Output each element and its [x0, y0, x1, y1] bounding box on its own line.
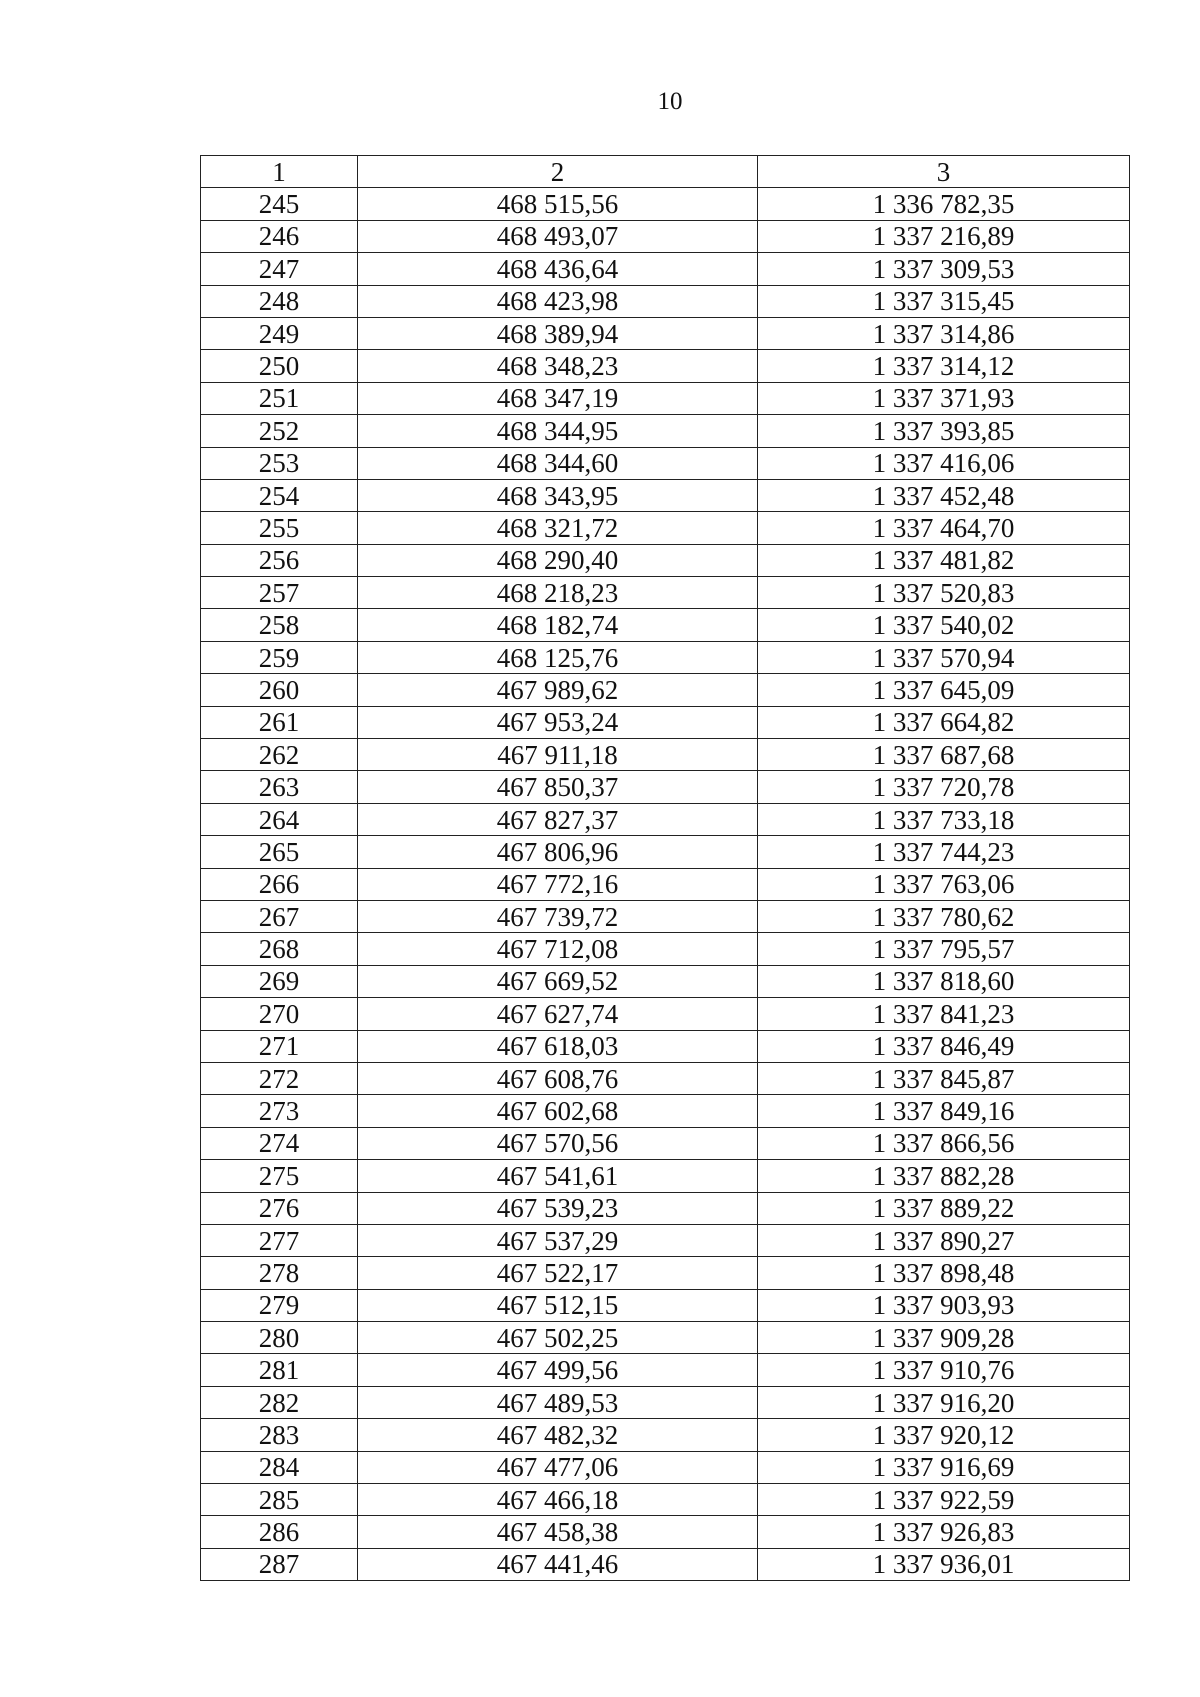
coordinate-x-cell: 468 515,56 [358, 188, 758, 220]
coordinate-x-cell: 468 218,23 [358, 577, 758, 609]
table-header-row [201, 156, 1130, 188]
coordinate-x-cell: 467 827,37 [358, 803, 758, 835]
table-row [201, 1419, 1130, 1451]
table-row [201, 1095, 1130, 1127]
table-row [201, 1224, 1130, 1256]
coordinate-x-cell: 468 348,23 [358, 350, 758, 382]
point-number-cell: 266 [201, 868, 358, 900]
coordinate-y-cell: 1 337 314,86 [758, 317, 1130, 349]
table-row [201, 1484, 1130, 1516]
table-row [201, 998, 1130, 1030]
coordinate-y-cell: 1 337 687,68 [758, 739, 1130, 771]
table-row [201, 350, 1130, 382]
coordinate-y-cell: 1 337 866,56 [758, 1127, 1130, 1159]
table-row [201, 739, 1130, 771]
coordinate-y-cell: 1 337 416,06 [758, 447, 1130, 479]
point-number-cell: 252 [201, 415, 358, 447]
coordinate-x-cell: 467 739,72 [358, 900, 758, 932]
table-row [201, 512, 1130, 544]
table-row [201, 965, 1130, 997]
coordinate-y-cell: 1 337 910,76 [758, 1354, 1130, 1386]
point-number-cell: 253 [201, 447, 358, 479]
coordinate-x-cell: 468 347,19 [358, 382, 758, 414]
point-number-cell: 283 [201, 1419, 358, 1451]
table-row [201, 1548, 1130, 1580]
coordinate-y-cell: 1 337 889,22 [758, 1192, 1130, 1224]
table-row [201, 609, 1130, 641]
point-number-cell: 272 [201, 1062, 358, 1094]
table-row [201, 253, 1130, 285]
coordinate-y-cell: 1 337 882,28 [758, 1160, 1130, 1192]
point-number-cell: 262 [201, 739, 358, 771]
coordinate-x-cell: 467 539,23 [358, 1192, 758, 1224]
point-number-cell: 287 [201, 1548, 358, 1580]
coordinate-x-cell: 468 389,94 [358, 317, 758, 349]
table-row [201, 900, 1130, 932]
coordinate-x-cell: 468 182,74 [358, 609, 758, 641]
coordinate-y-cell: 1 337 645,09 [758, 674, 1130, 706]
table-row [201, 479, 1130, 511]
coordinate-y-cell: 1 337 936,01 [758, 1548, 1130, 1580]
coordinate-x-cell: 467 911,18 [358, 739, 758, 771]
coordinate-x-cell: 467 602,68 [358, 1095, 758, 1127]
point-number-cell: 247 [201, 253, 358, 285]
coordinate-x-cell: 467 712,08 [358, 933, 758, 965]
point-number-cell: 246 [201, 220, 358, 252]
coordinate-x-cell: 467 850,37 [358, 771, 758, 803]
table-row [201, 933, 1130, 965]
coordinate-x-cell: 468 493,07 [358, 220, 758, 252]
table-row [201, 771, 1130, 803]
point-number-cell: 249 [201, 317, 358, 349]
point-number-cell: 269 [201, 965, 358, 997]
coordinate-x-cell: 467 522,17 [358, 1257, 758, 1289]
column-header: 1 [201, 156, 358, 188]
coordinate-x-cell: 468 290,40 [358, 544, 758, 576]
coordinate-y-cell: 1 337 846,49 [758, 1030, 1130, 1062]
coordinate-x-cell: 468 343,95 [358, 479, 758, 511]
point-number-cell: 255 [201, 512, 358, 544]
table-row [201, 1516, 1130, 1548]
coordinate-y-cell: 1 337 763,06 [758, 868, 1130, 900]
coordinate-y-cell: 1 337 841,23 [758, 998, 1130, 1030]
coordinate-y-cell: 1 337 916,69 [758, 1451, 1130, 1483]
coordinate-y-cell: 1 337 926,83 [758, 1516, 1130, 1548]
coordinate-y-cell: 1 337 464,70 [758, 512, 1130, 544]
coordinate-y-cell: 1 337 393,85 [758, 415, 1130, 447]
table-row [201, 836, 1130, 868]
coordinate-x-cell: 467 489,53 [358, 1386, 758, 1418]
coordinate-x-cell: 467 541,61 [358, 1160, 758, 1192]
coordinate-x-cell: 468 125,76 [358, 641, 758, 673]
coordinate-y-cell: 1 337 898,48 [758, 1257, 1130, 1289]
point-number-cell: 245 [201, 188, 358, 220]
coordinate-y-cell: 1 336 782,35 [758, 188, 1130, 220]
coordinate-x-cell: 467 466,18 [358, 1484, 758, 1516]
coordinate-y-cell: 1 337 216,89 [758, 220, 1130, 252]
table-row [201, 1160, 1130, 1192]
coordinate-y-cell: 1 337 481,82 [758, 544, 1130, 576]
point-number-cell: 267 [201, 900, 358, 932]
point-number-cell: 271 [201, 1030, 358, 1062]
point-number-cell: 248 [201, 285, 358, 317]
point-number-cell: 286 [201, 1516, 358, 1548]
point-number-cell: 278 [201, 1257, 358, 1289]
point-number-cell: 281 [201, 1354, 358, 1386]
table-row [201, 188, 1130, 220]
table-row [201, 1192, 1130, 1224]
coordinate-x-cell: 467 618,03 [358, 1030, 758, 1062]
table-row [201, 220, 1130, 252]
coordinate-x-cell: 468 423,98 [358, 285, 758, 317]
table-row [201, 1451, 1130, 1483]
coordinate-x-cell: 467 627,74 [358, 998, 758, 1030]
point-number-cell: 254 [201, 479, 358, 511]
coordinate-y-cell: 1 337 795,57 [758, 933, 1130, 965]
coordinate-x-cell: 467 570,56 [358, 1127, 758, 1159]
coordinate-y-cell: 1 337 744,23 [758, 836, 1130, 868]
coordinate-x-cell: 468 436,64 [358, 253, 758, 285]
table-row [201, 1386, 1130, 1418]
point-number-cell: 276 [201, 1192, 358, 1224]
point-number-cell: 274 [201, 1127, 358, 1159]
point-number-cell: 265 [201, 836, 358, 868]
coordinate-x-cell: 467 458,38 [358, 1516, 758, 1548]
point-number-cell: 268 [201, 933, 358, 965]
table-row [201, 1030, 1130, 1062]
table-row [201, 1257, 1130, 1289]
coordinate-x-cell: 467 608,76 [358, 1062, 758, 1094]
point-number-cell: 285 [201, 1484, 358, 1516]
coordinate-x-cell: 468 344,95 [358, 415, 758, 447]
coordinate-y-cell: 1 337 922,59 [758, 1484, 1130, 1516]
coordinate-y-cell: 1 337 664,82 [758, 706, 1130, 738]
table-row [201, 674, 1130, 706]
coordinate-y-cell: 1 337 780,62 [758, 900, 1130, 932]
point-number-cell: 264 [201, 803, 358, 835]
coordinate-x-cell: 467 482,32 [358, 1419, 758, 1451]
coordinate-x-cell: 468 321,72 [358, 512, 758, 544]
coordinate-x-cell: 467 772,16 [358, 868, 758, 900]
coordinate-x-cell: 467 441,46 [358, 1548, 758, 1580]
table-row [201, 317, 1130, 349]
page-number: 10 [657, 88, 683, 115]
table-row [201, 706, 1130, 738]
table-row [201, 1127, 1130, 1159]
table-row [201, 1354, 1130, 1386]
coordinate-x-cell: 467 953,24 [358, 706, 758, 738]
coordinate-y-cell: 1 337 818,60 [758, 965, 1130, 997]
point-number-cell: 273 [201, 1095, 358, 1127]
point-number-cell: 279 [201, 1289, 358, 1321]
point-number-cell: 251 [201, 382, 358, 414]
coordinate-y-cell: 1 337 315,45 [758, 285, 1130, 317]
coordinate-y-cell: 1 337 733,18 [758, 803, 1130, 835]
coordinate-x-cell: 468 344,60 [358, 447, 758, 479]
column-header: 3 [758, 156, 1130, 188]
coordinate-x-cell: 467 512,15 [358, 1289, 758, 1321]
point-number-cell: 263 [201, 771, 358, 803]
coordinate-y-cell: 1 337 520,83 [758, 577, 1130, 609]
table-row [201, 868, 1130, 900]
coordinate-y-cell: 1 337 890,27 [758, 1224, 1130, 1256]
coordinate-y-cell: 1 337 903,93 [758, 1289, 1130, 1321]
table-row [201, 544, 1130, 576]
table-row [201, 641, 1130, 673]
point-number-cell: 277 [201, 1224, 358, 1256]
point-number-cell: 261 [201, 706, 358, 738]
coordinate-y-cell: 1 337 909,28 [758, 1322, 1130, 1354]
table-row [201, 382, 1130, 414]
coordinate-y-cell: 1 337 849,16 [758, 1095, 1130, 1127]
coordinate-y-cell: 1 337 309,53 [758, 253, 1130, 285]
point-number-cell: 282 [201, 1386, 358, 1418]
coordinate-y-cell: 1 337 845,87 [758, 1062, 1130, 1094]
point-number-cell: 284 [201, 1451, 358, 1483]
coordinate-y-cell: 1 337 570,94 [758, 641, 1130, 673]
coordinate-x-cell: 467 537,29 [358, 1224, 758, 1256]
coordinates-table [200, 155, 1130, 1581]
point-number-cell: 270 [201, 998, 358, 1030]
coordinate-x-cell: 467 499,56 [358, 1354, 758, 1386]
point-number-cell: 258 [201, 609, 358, 641]
point-number-cell: 256 [201, 544, 358, 576]
table-row [201, 1289, 1130, 1321]
point-number-cell: 280 [201, 1322, 358, 1354]
table-body [201, 188, 1130, 1581]
table-row [201, 285, 1130, 317]
coordinate-x-cell: 467 806,96 [358, 836, 758, 868]
coordinate-x-cell: 467 477,06 [358, 1451, 758, 1483]
table-row [201, 447, 1130, 479]
coordinate-y-cell: 1 337 452,48 [758, 479, 1130, 511]
table-row [201, 415, 1130, 447]
coordinate-y-cell: 1 337 916,20 [758, 1386, 1130, 1418]
column-header: 2 [358, 156, 758, 188]
coordinate-y-cell: 1 337 314,12 [758, 350, 1130, 382]
coordinate-y-cell: 1 337 371,93 [758, 382, 1130, 414]
table-row [201, 1062, 1130, 1094]
point-number-cell: 250 [201, 350, 358, 382]
coordinate-y-cell: 1 337 540,02 [758, 609, 1130, 641]
coordinate-y-cell: 1 337 720,78 [758, 771, 1130, 803]
coordinate-x-cell: 467 989,62 [358, 674, 758, 706]
coordinate-x-cell: 467 502,25 [358, 1322, 758, 1354]
point-number-cell: 260 [201, 674, 358, 706]
coordinate-x-cell: 467 669,52 [358, 965, 758, 997]
coordinate-y-cell: 1 337 920,12 [758, 1419, 1130, 1451]
table-row [201, 803, 1130, 835]
point-number-cell: 275 [201, 1160, 358, 1192]
table-row [201, 577, 1130, 609]
point-number-cell: 257 [201, 577, 358, 609]
point-number-cell: 259 [201, 641, 358, 673]
table-row [201, 1322, 1130, 1354]
